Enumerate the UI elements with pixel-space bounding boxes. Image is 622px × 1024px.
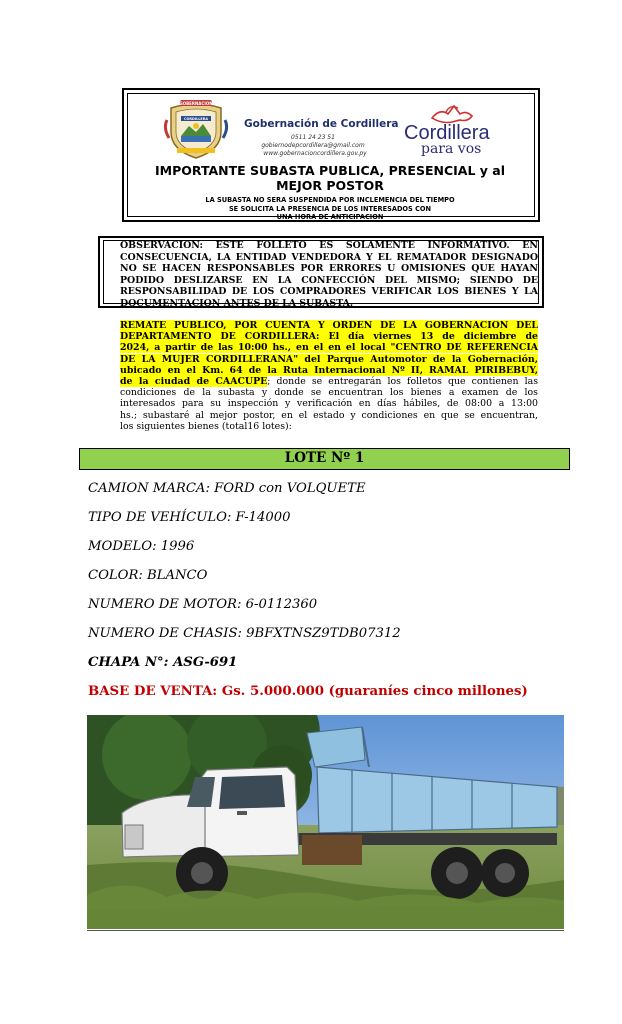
brand-cordillera-text: Cordillera	[404, 122, 490, 144]
observation-line: PODIDO DESLIZARSE EN LA CONFECCIÓN DEL MISMO; SIENDO DE	[120, 274, 538, 286]
title-line-2: MEJOR POSTOR	[276, 178, 384, 193]
spec-chapa: CHAPA N°: ASG-691	[88, 655, 238, 670]
gobernacion-name: Gobernación de Cordillera	[244, 118, 399, 130]
observation-line: RESPONSABILIDAD DE LOS COMPRADORES VERIFICAR LOS BIENES Y LA	[120, 286, 538, 297]
remate-line	[120, 376, 538, 387]
spec-chasis: NUMERO DE CHASIS: 9BFXTNSZ9TDB07312	[88, 626, 401, 641]
observation-line: CONSECUENCIA, LA ENTIDAD VENDEDORA Y EL REMATADOR DESIGNADO	[120, 251, 538, 263]
lote-title: LOTE Nº 1	[284, 450, 365, 466]
remate-line: los siguientes bienes (total16 lotes):	[120, 420, 292, 432]
title-line-1: IMPORTANTE SUBASTA PUBLICA, PRESENCIAL y al	[155, 163, 505, 178]
remate-line: condiciones de la subasta y donde se encuentran los bienes a examen de los	[120, 387, 538, 399]
contact-website: www.gobernacioncordillera.gov.py	[263, 150, 367, 157]
subtitle-line-3: UNA HORA DE ANTICIPACION	[276, 213, 384, 221]
seal-top-text: GOBERNACION	[179, 101, 213, 106]
remate-text: ; donde se entregarán los folletos que contienen las	[267, 376, 539, 387]
observation-line: DOCUMENTACION ANTES DE LA SUBASTA.	[120, 297, 354, 309]
subtitle-line-2: SE SOLICITA LA PRESENCIA DE LOS INTERESADOS CON	[228, 204, 432, 213]
gobernacion-seal-icon	[163, 98, 229, 160]
spec-motor: NUMERO DE MOTOR: 6-0112360	[88, 597, 318, 612]
remate-line: interesados para su inspección y verificación en días hábiles, de 08:00 a 13:00	[120, 398, 538, 410]
observation-line: NO SE HACEN RESPONSABLES POR ERRORES U OMISIONES QUE HAYAN	[120, 263, 538, 274]
brand-para-vos-text: para vos	[421, 141, 482, 157]
contact-phone: 0511 24 23 51	[291, 134, 335, 141]
spec-modelo: MODELO: 1996	[88, 539, 195, 554]
spec-marca: CAMION MARCA: FORD con VOLQUETE	[88, 481, 366, 496]
photo-rule	[87, 930, 564, 931]
page-title	[130, 163, 530, 193]
subtitle-line-1: LA SUBASTA NO SERA SUSPENDIDA POR INCLEMENCIA DEL TIEMPO	[205, 196, 455, 204]
remate-highlight: de la ciudad de CAACUPE	[120, 376, 268, 387]
spec-color: COLOR: BLANCO	[88, 568, 208, 583]
contact-email: gobiernodepcordillera@gmail.com	[261, 142, 365, 149]
remate-line	[120, 342, 538, 353]
remate-line	[120, 354, 538, 365]
observation-line: OBSERVACION: ESTE FOLLETO ES SOLAMENTE INFORMATIVO. EN	[120, 240, 538, 251]
base-venta: BASE DE VENTA: Gs. 5.000.000 (guaraníes cinco millones)	[88, 684, 528, 699]
remate-highlight: ubicado en el Km. 64 de la Ruta Internacional Nº II, RAMAL PIRIBEBUY,	[120, 364, 538, 376]
remate-highlight: DE LA MUJER CORDILLERANA" del Parque Automotor de la Gobernación,	[120, 353, 538, 365]
seal-band-text: CORDILLERA	[184, 117, 208, 121]
remate-line	[120, 365, 538, 376]
remate-line: hs.; subastaré al mejor postor, en el estado y condiciones en que se encuentran,	[120, 409, 538, 421]
remate-highlight: REMATE PUBLICO, POR CUENTA Y ORDEN DE LA GOBERNACION DEL	[120, 320, 538, 331]
truck-photo	[87, 715, 564, 929]
spec-tipo: TIPO DE VEHÍCULO: F-14000	[88, 510, 291, 525]
remate-highlight: 2024, a partir de las 10:00 hs., en el en el local "CENTRO DE REFERENCIA	[120, 342, 538, 354]
remate-line	[120, 331, 538, 342]
remate-highlight: DEPARTAMENTO DE CORDILLERA: El día viernes 13 de diciembre de	[120, 331, 538, 343]
remate-line	[120, 320, 538, 331]
